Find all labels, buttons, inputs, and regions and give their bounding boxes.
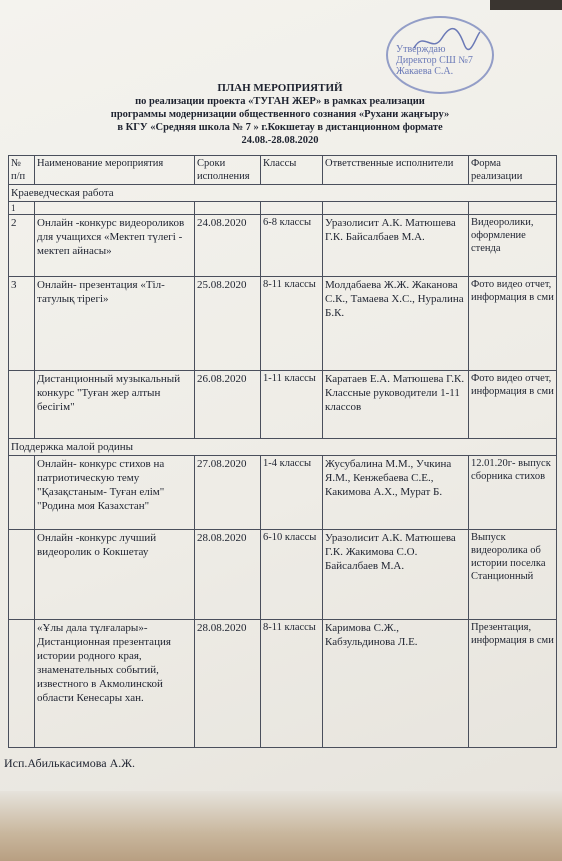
cell-classes: 8-11 классы (261, 620, 323, 748)
header-line: программы модернизации общественного сознания «Рухани жаңғыру» (110, 109, 450, 120)
stamp-line: Жакаева С.А. (396, 66, 454, 77)
cell-classes: 8-11 классы (261, 277, 323, 371)
cell-classes: 1-11 классы (261, 371, 323, 439)
table-row (9, 456, 557, 530)
table-header-row (9, 156, 557, 185)
cell-num (9, 456, 35, 530)
stamp-line: Директор СШ №7 (396, 55, 473, 66)
cell-date: 25.08.2020 (195, 277, 261, 371)
header-line: по реализации проекта «ТУГАН ЖЕР» в рамках реализации (135, 96, 425, 107)
cell-responsible: Каримова С.Ж., Кабзульдинова Л.Е. (323, 620, 469, 748)
header-classes: Классы (261, 156, 323, 185)
cell-date: 24.08.2020 (195, 215, 261, 277)
stamp-line: Утверждаю (396, 44, 446, 55)
header-responsible: Ответственные исполнители (323, 156, 469, 185)
header-line: в КГУ «Средняя школа № 7 » г.Кокшетау в дистанционном формате (117, 122, 443, 133)
executor-note: Исп.Абилькасимова А.Ж. (4, 756, 136, 770)
cell-name: Онлайн -конкурс лучший видеоролик о Кокшетау (35, 530, 195, 620)
cell-date: 27.08.2020 (195, 456, 261, 530)
cell-num: 1 (9, 202, 35, 215)
cell-name: Онлайн -конкурс видеороликов для учащихся «Мектеп түлегі - мектеп айнасы» (35, 215, 195, 277)
table-row (9, 215, 557, 277)
cell-responsible: Молдабаева Ж.Ж. Жаканова С.К., Тамаева Х.С., Нуралина Б.К. (323, 277, 469, 371)
header-num: № п/п (9, 156, 35, 185)
dark-edge (490, 0, 562, 10)
header-dates: 24.08.-28.08.2020 (241, 135, 319, 146)
cell-date: 28.08.2020 (195, 620, 261, 748)
cell-form: Выпуск видеоролика об истории поселка Станционный (469, 530, 557, 620)
cell-form: Фото видео отчет, информация в сми (469, 277, 557, 371)
header-name: Наименование мероприятия (35, 156, 195, 185)
document-title: ПЛАН МЕРОПРИЯТИЙ (217, 82, 343, 94)
cell-name: Онлайн- презентация «Тіл-татулық тірегі» (35, 277, 195, 371)
cell-num: 2 (9, 215, 35, 277)
cell-num (9, 371, 35, 439)
cell-form: Видеоролики, оформление стенда (469, 215, 557, 277)
cell-num (9, 620, 35, 748)
section-title: Поддержка малой родины (9, 439, 557, 456)
cell-num: 3 (9, 277, 35, 371)
cell-date: 26.08.2020 (195, 371, 261, 439)
section-row (9, 439, 557, 456)
table-row (9, 202, 557, 215)
cell-responsible: Каратаев Е.А. Матюшева Г.К. Классные руководители 1-11 классов (323, 371, 469, 439)
table-row (9, 620, 557, 748)
stamp-text (396, 44, 486, 77)
document-header (60, 82, 500, 147)
cell-form: 12.01.20г- выпуск сборника стихов (469, 456, 557, 530)
cell-responsible: Жусубалина М.М., Учкина Я.М., Кенжебаева С.Е., Какимова А.Х., Мурат Б. (323, 456, 469, 530)
cell-responsible: Уразолисит А.К. Матюшева Г.К. Жакимова С.О. Байсалбаев М.А. (323, 530, 469, 620)
events-table (8, 155, 557, 748)
header-form: Форма реализации (469, 156, 557, 185)
cell-form: Фото видео отчет, информация в сми (469, 371, 557, 439)
cell-classes: 6-10 классы (261, 530, 323, 620)
cell-responsible: Уразолисит А.К. Матюшева Г.К. Байсалбаев М.А. (323, 215, 469, 277)
cell-classes: 1-4 классы (261, 456, 323, 530)
section-title: Краеведческая работа (9, 185, 557, 202)
background-surface (0, 791, 562, 861)
table-row (9, 371, 557, 439)
cell-date: 28.08.2020 (195, 530, 261, 620)
cell-form: Презентация, информация в сми (469, 620, 557, 748)
cell-num (9, 530, 35, 620)
cell-name: «Ұлы дала тұлғалары»- Дистанционная презентация истории родного края, знаменательных событий, известного в Акмолинской области Кенесары хан. (35, 620, 195, 748)
cell-classes: 6-8 классы (261, 215, 323, 277)
cell-name: Дистанционный музыкальный конкурс "Туған жер алтын бесігім" (35, 371, 195, 439)
cell-name: Онлайн- конкурс стихов на патриотическую тему "Қазақстаным- Туған елім" "Родина моя Казахстан" (35, 456, 195, 530)
table-row (9, 530, 557, 620)
table-row (9, 277, 557, 371)
section-row (9, 185, 557, 202)
header-date: Сроки исполнения (195, 156, 261, 185)
